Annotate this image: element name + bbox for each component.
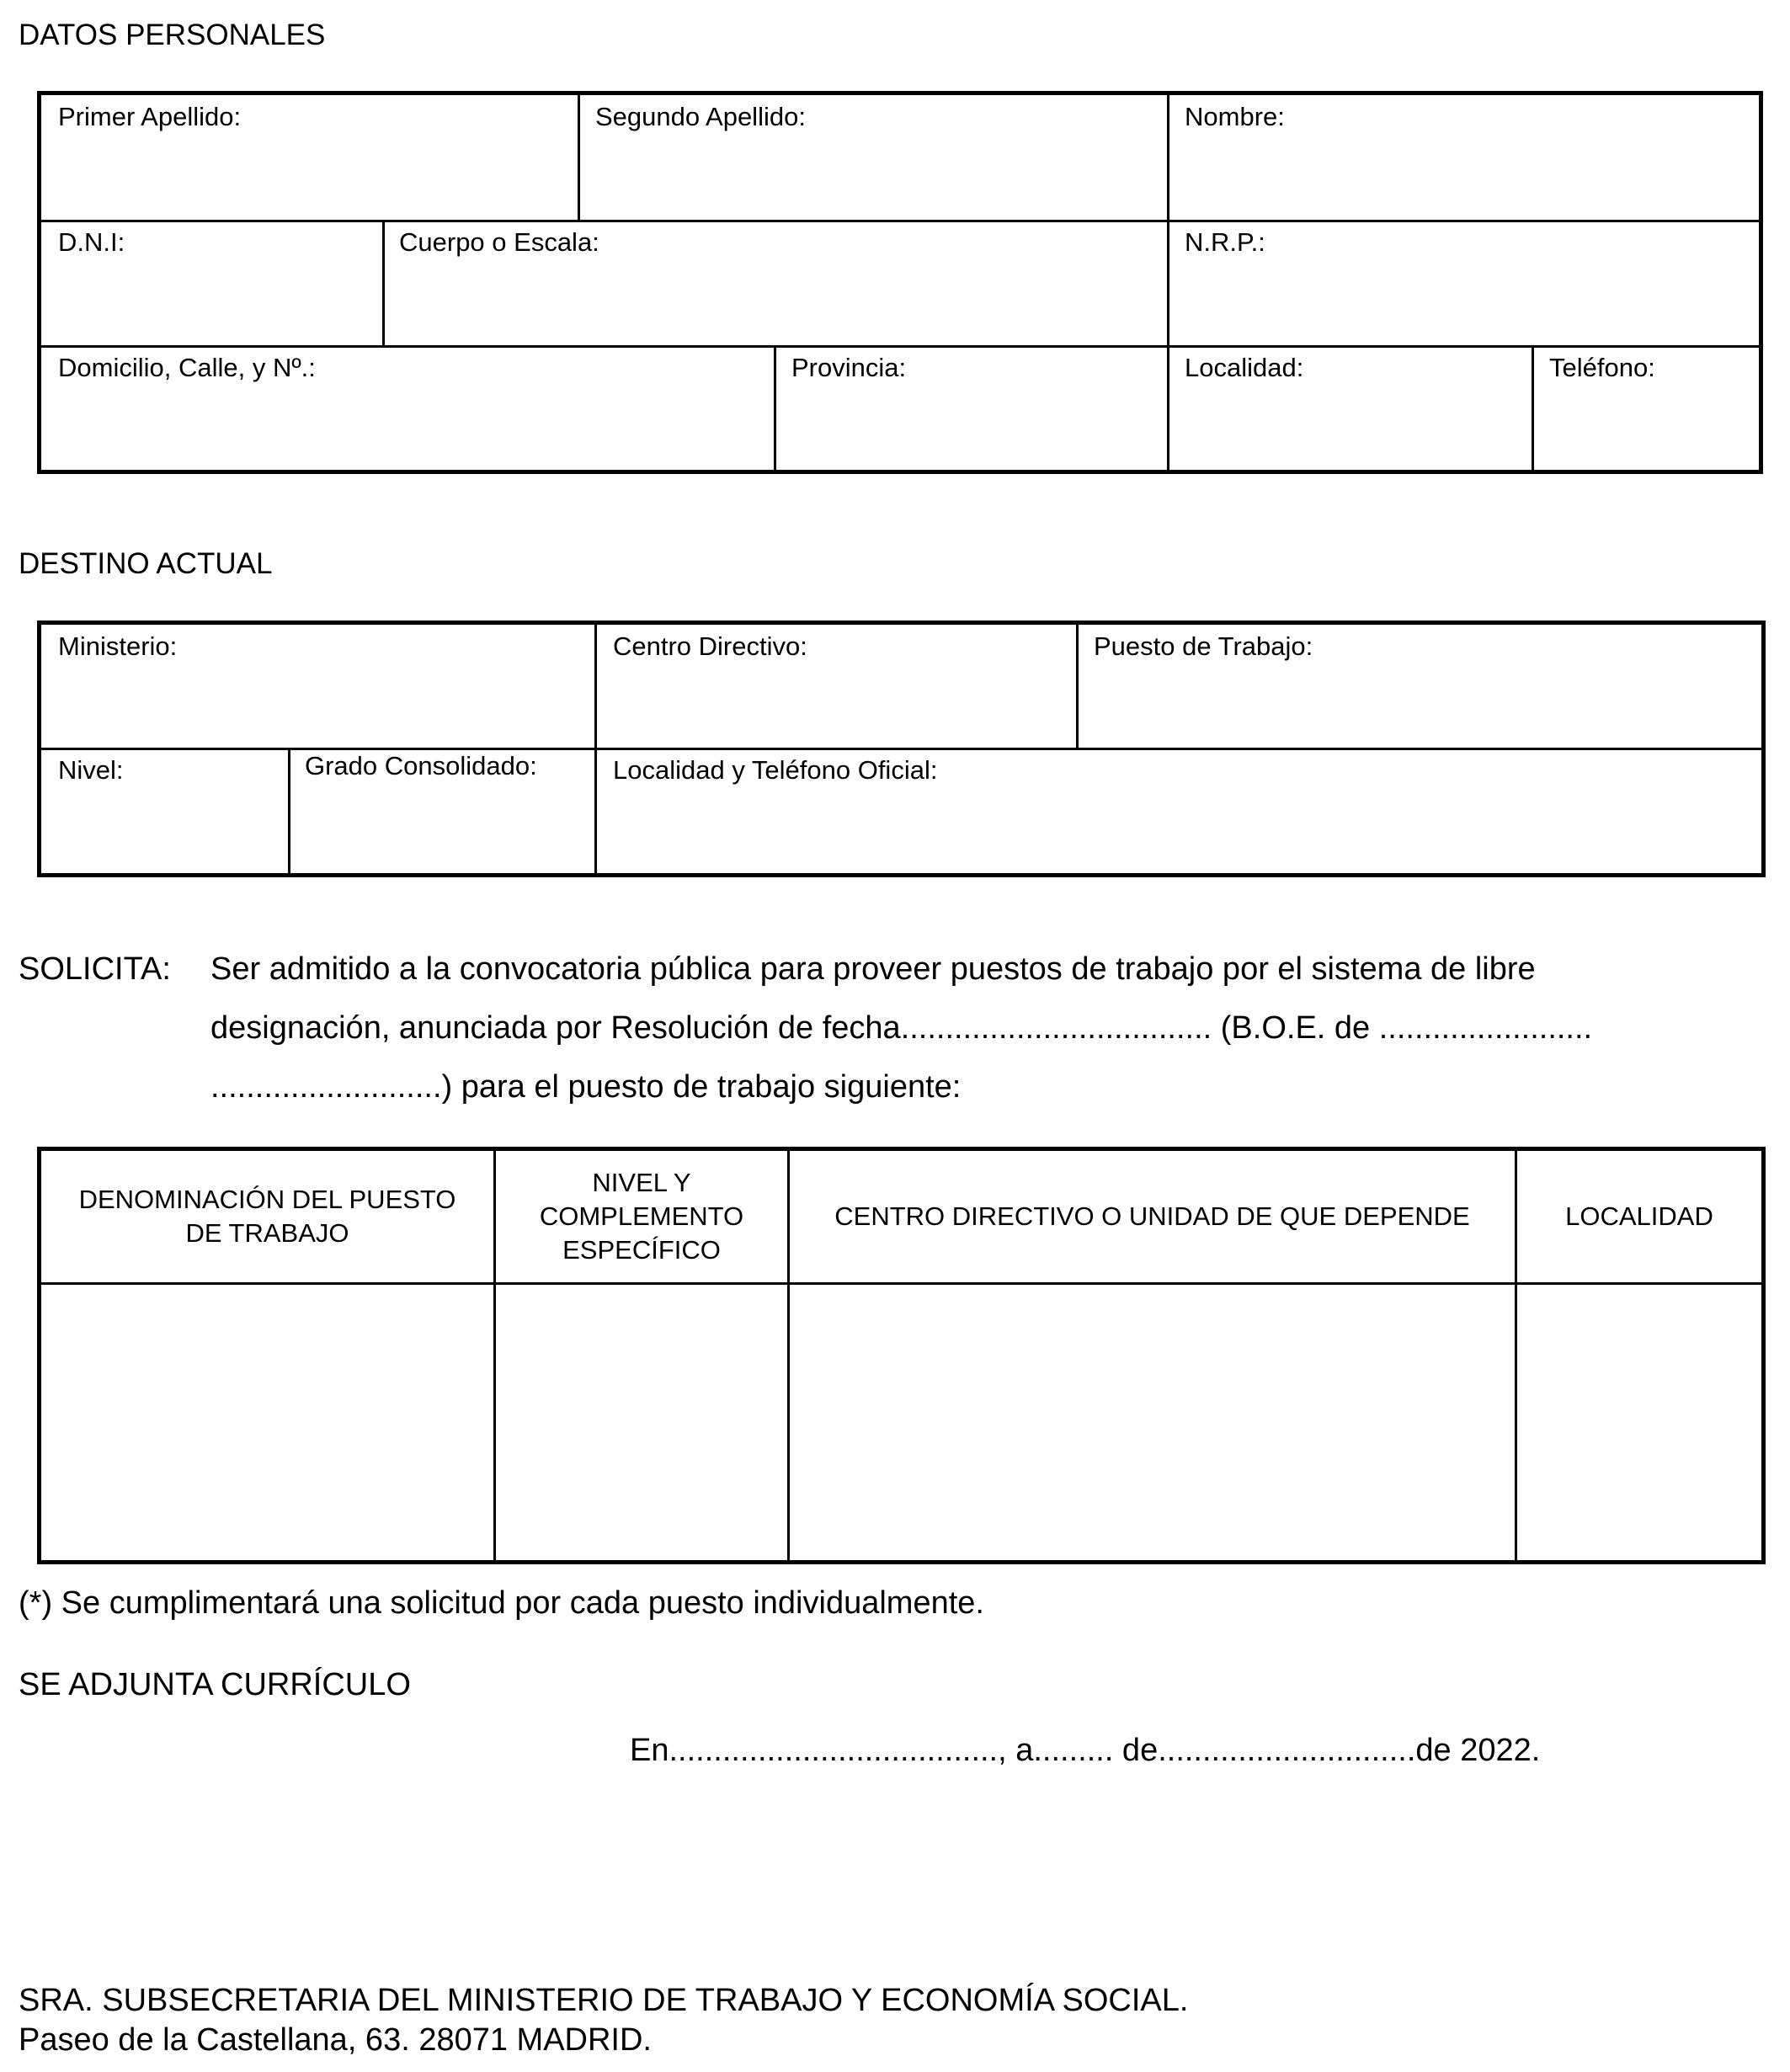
col-divider xyxy=(594,625,597,873)
field-localidad-telefono[interactable]: Localidad y Teléfono Oficial: xyxy=(613,755,938,785)
field-telefono[interactable]: Teléfono: xyxy=(1549,353,1655,382)
field-ministerio[interactable]: Ministerio: xyxy=(58,631,178,661)
field-dni[interactable]: D.N.I: xyxy=(58,227,125,257)
cell-nivel-complemento[interactable] xyxy=(496,1285,787,1560)
field-grado-consolidado[interactable]: Grado Consolidado: xyxy=(305,751,537,780)
col-divider xyxy=(1076,625,1079,749)
solicita-line-3: ..........................) para el puesto de trabajo siguiente: xyxy=(210,1069,962,1105)
field-domicilio[interactable]: Domicilio, Calle, y Nº.: xyxy=(58,353,316,382)
section-title-datos-personales: DATOS PERSONALES xyxy=(19,19,326,51)
cell-localidad[interactable] xyxy=(1517,1285,1761,1560)
row-divider xyxy=(41,345,1759,348)
destinatario-line-2: Paseo de la Castellana, 63. 28071 MADRID. xyxy=(19,2022,652,2058)
col-divider xyxy=(1167,95,1169,347)
field-localidad[interactable]: Localidad: xyxy=(1185,353,1304,382)
solicita-line-2: designación, anunciada por Resolución de fecha................................... (B.O.E. de ........................ xyxy=(210,1010,1593,1046)
row-divider xyxy=(41,748,1761,750)
cell-denominacion[interactable] xyxy=(41,1285,493,1560)
field-nivel[interactable]: Nivel: xyxy=(58,755,124,785)
field-provincia[interactable]: Provincia: xyxy=(791,353,907,382)
field-primer-apellido[interactable]: Primer Apellido: xyxy=(58,102,242,131)
col-divider xyxy=(1532,347,1534,470)
footnote: (*) Se cumplimentará una solicitud por cada puesto individualmente. xyxy=(19,1585,984,1621)
field-nrp[interactable]: N.R.P.: xyxy=(1185,227,1265,257)
field-puesto-trabajo[interactable]: Puesto de Trabajo: xyxy=(1094,631,1313,661)
header-denominacion: DENOMINACIÓN DEL PUESTO DE TRABAJO xyxy=(78,1185,456,1248)
field-cuerpo-escala[interactable]: Cuerpo o Escala: xyxy=(399,227,599,257)
destino-actual-table xyxy=(37,621,1766,877)
row-divider xyxy=(41,220,1759,222)
solicita-label: SOLICITA: xyxy=(19,951,171,987)
datos-personales-table xyxy=(37,91,1763,474)
col-divider xyxy=(1167,347,1169,470)
destinatario-line-1: SRA. SUBSECRETARIA DEL MINISTERIO DE TRABAJO Y ECONOMÍA SOCIAL. xyxy=(19,1983,1189,2018)
header-nivel-complemento: NIVEL Y COMPLEMENTO ESPECÍFICO xyxy=(539,1168,744,1265)
header-localidad: LOCALIDAD xyxy=(1565,1201,1713,1231)
adjunta-curriculo: SE ADJUNTA CURRÍCULO xyxy=(19,1667,411,1702)
puesto-table xyxy=(37,1147,1766,1564)
col-divider xyxy=(774,347,776,470)
header-centro-directivo: CENTRO DIRECTIVO O UNIDAD DE QUE DEPENDE xyxy=(834,1201,1470,1231)
section-title-destino-actual: DESTINO ACTUAL xyxy=(19,547,273,580)
solicita-line-1: Ser admitido a la convocatoria pública para proveer puestos de trabajo por el sistema de libre xyxy=(210,951,1536,987)
field-centro-directivo[interactable]: Centro Directivo: xyxy=(613,631,807,661)
field-segundo-apellido[interactable]: Segundo Apellido: xyxy=(595,102,806,131)
col-divider xyxy=(288,749,290,873)
field-nombre[interactable]: Nombre: xyxy=(1185,102,1285,131)
cell-centro-directivo[interactable] xyxy=(790,1285,1515,1560)
fecha-line[interactable]: En....................................., a......... de.............................de 2022. xyxy=(630,1733,1541,1768)
col-divider xyxy=(578,95,580,221)
col-divider xyxy=(382,221,385,347)
